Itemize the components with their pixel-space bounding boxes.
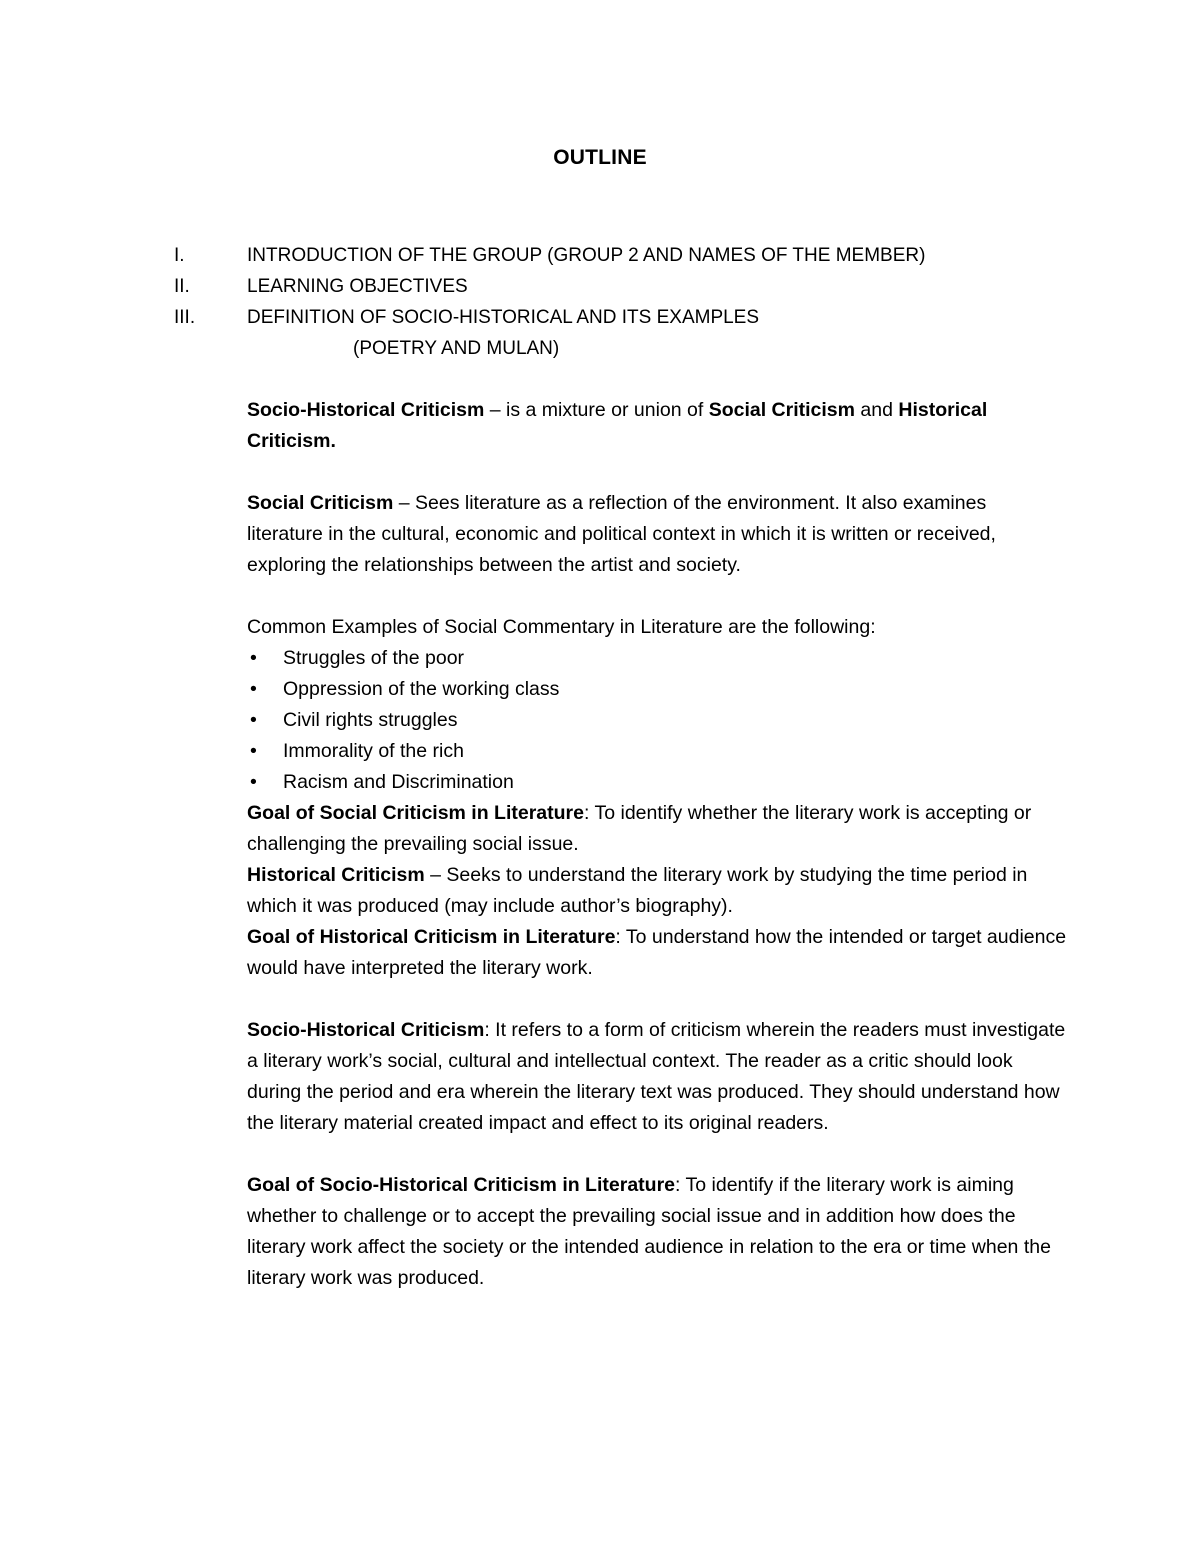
bullet-icon: •: [250, 709, 257, 731]
outline-number: II.: [174, 276, 190, 297]
list-item-text: Oppression of the working class: [283, 678, 560, 700]
list-item-text: Immorality of the rich: [283, 740, 464, 762]
outline-text: DEFINITION OF SOCIO-HISTORICAL AND ITS EXAMPLES: [247, 307, 760, 328]
list-item: [247, 767, 1067, 798]
definition-text: : To identify if the literary work is aiming whether to challenge or to accept the prevailing social issue and in addition how does the literary work affect the society or the intended audience in relation to the era or time when the literary work was produced.: [247, 1174, 1051, 1289]
page-title: OUTLINE: [553, 146, 647, 169]
term-historical-criticism: Historical Criticism.: [247, 399, 988, 452]
spacer: [247, 1139, 1067, 1170]
goal-historical-criticism: [247, 922, 1067, 984]
outline-item: [174, 240, 1074, 271]
list-item-text: Struggles of the poor: [283, 647, 465, 669]
definition-text: and: [855, 399, 899, 421]
spacer: [247, 984, 1067, 1015]
bullet-icon: •: [250, 647, 257, 669]
term-historical-criticism: Historical Criticism: [247, 864, 425, 886]
list-item: [247, 736, 1067, 767]
outline-number: III.: [174, 307, 196, 328]
bullet-icon: •: [250, 740, 257, 762]
list-item-text: Racism and Discrimination: [283, 771, 514, 793]
historical-criticism-definition: [247, 860, 1067, 922]
list-item: [247, 705, 1067, 736]
list-item-text: Civil rights struggles: [283, 709, 458, 731]
term-social-criticism: Social Criticism: [247, 492, 394, 514]
list-item: [247, 643, 1067, 674]
term-socio-historical: Socio-Historical Criticism: [247, 399, 485, 421]
outline-list: [174, 240, 1074, 364]
definition-text: : To identify whether the literary work is accepting or challenging the prevailing social issue.: [247, 802, 1032, 855]
outline-text: LEARNING OBJECTIVES: [247, 276, 468, 297]
term-goal-socio-historical: Goal of Socio-Historical Criticism in Literature: [247, 1174, 676, 1196]
term-goal-historical: Goal of Historical Criticism in Literature: [247, 926, 616, 948]
term-social-criticism: Social Criticism: [708, 399, 855, 421]
examples-list: [247, 643, 1067, 798]
outline-number: I.: [174, 245, 185, 266]
outline-subtext: (POETRY AND MULAN): [353, 338, 560, 359]
goal-social-criticism: [247, 798, 1067, 860]
definition-text: : To understand how the intended or target audience would have interpreted the literary work.: [247, 926, 1067, 979]
bullet-icon: •: [250, 678, 257, 700]
examples-intro: Common Examples of Social Commentary in Literature are the following:: [247, 616, 876, 638]
socio-historical-explanation: [247, 1015, 1067, 1139]
definition-text: – Seeks to understand the literary work by studying the time period in which it was produced (may include author’s biography).: [247, 864, 1028, 917]
term-socio-historical: Socio-Historical Criticism: [247, 1019, 485, 1041]
document-body: [247, 395, 1067, 1294]
definition-text: – Sees literature as a reflection of the environment. It also examines literature in the cultural, economic and political context in which it is written or received, exploring the relationships between the artist and society.: [247, 492, 996, 576]
list-item: [247, 674, 1067, 705]
bullet-icon: •: [250, 771, 257, 793]
goal-socio-historical-criticism: [247, 1170, 1067, 1294]
spacer: [247, 457, 1067, 488]
outline-item: [174, 302, 1074, 333]
social-criticism-definition: [247, 488, 1067, 581]
outline-text: INTRODUCTION OF THE GROUP (GROUP 2 AND NAMES OF THE MEMBER): [247, 245, 926, 266]
definition-text: – is a mixture or union of: [484, 399, 709, 421]
socio-historical-definition: [247, 395, 1067, 457]
definition-text: : It refers to a form of criticism wherein the readers must investigate a literary work’s social, cultural and intellectual context. The reader as a critic should look during the period and era wherein the literary text was produced. They should understand how the literary material created impact and effect to its original readers.: [247, 1019, 1066, 1134]
spacer: [247, 581, 1067, 612]
term-goal-social: Goal of Social Criticism in Literature: [247, 802, 584, 824]
outline-item: [174, 271, 1074, 302]
